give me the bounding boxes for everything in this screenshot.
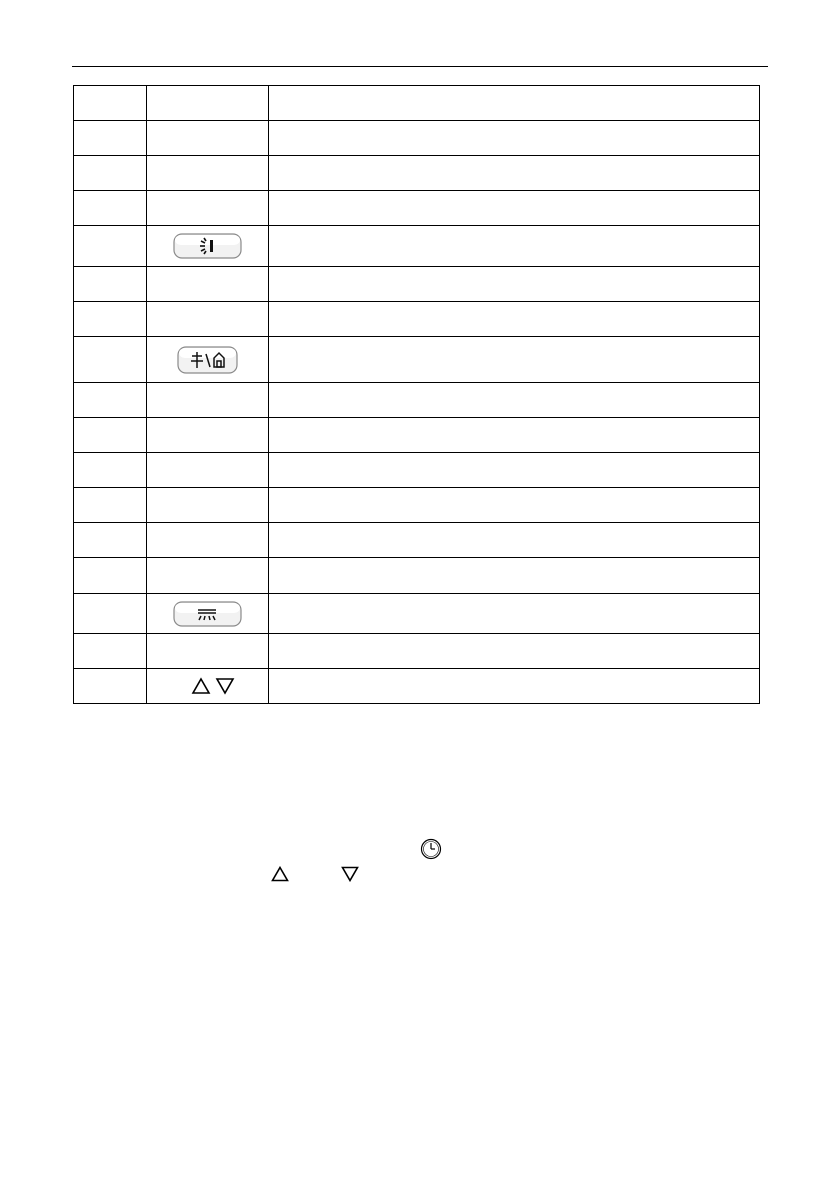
no-cell — [74, 453, 147, 488]
function-cell — [269, 226, 760, 267]
clock-icon — [420, 838, 442, 860]
no-cell — [74, 418, 147, 453]
function-cell — [269, 634, 760, 669]
table-row — [74, 226, 760, 267]
function-cell — [269, 558, 760, 594]
function-cell — [269, 453, 760, 488]
no-cell — [74, 594, 147, 634]
key-cell — [147, 453, 269, 488]
swing-button-icon — [173, 600, 243, 628]
no-cell — [74, 337, 147, 383]
key-cell — [147, 558, 269, 594]
table-row — [74, 453, 760, 488]
up-down-arrows — [147, 677, 268, 695]
key-cell — [147, 156, 269, 191]
key-cell — [147, 337, 269, 383]
no-cell — [74, 523, 147, 558]
function-cell — [269, 86, 760, 121]
table-row — [74, 156, 760, 191]
function-cell — [269, 191, 760, 226]
key-cell — [147, 488, 269, 523]
table-row — [74, 418, 760, 453]
table-row — [74, 337, 760, 383]
down-triangle-icon — [341, 866, 359, 882]
key-cell — [147, 634, 269, 669]
function-cell — [269, 337, 760, 383]
table-row — [74, 558, 760, 594]
function-cell — [269, 594, 760, 634]
no-cell — [74, 191, 147, 226]
table-row — [74, 383, 760, 418]
key-cell — [147, 86, 269, 121]
table-row — [74, 669, 760, 704]
function-cell — [269, 488, 760, 523]
key-cell — [147, 191, 269, 226]
no-cell — [74, 383, 147, 418]
key-cell — [147, 669, 269, 704]
no-cell — [74, 121, 147, 156]
key-cell — [147, 523, 269, 558]
table-row — [74, 267, 760, 302]
function-table — [73, 85, 760, 704]
no-cell — [74, 558, 147, 594]
no-cell — [74, 488, 147, 523]
table-row — [74, 121, 760, 156]
key-cell — [147, 121, 269, 156]
no-cell — [74, 302, 147, 337]
function-cell — [269, 383, 760, 418]
key-cell — [147, 302, 269, 337]
function-cell — [269, 669, 760, 704]
up-triangle-icon — [271, 866, 289, 882]
down-triangle-icon — [215, 677, 235, 695]
no-cell — [74, 669, 147, 704]
no-cell — [74, 267, 147, 302]
key-cell — [147, 267, 269, 302]
table-row — [74, 488, 760, 523]
key-cell — [147, 226, 269, 267]
table-row — [74, 302, 760, 337]
table-row — [74, 634, 760, 669]
function-cell — [269, 302, 760, 337]
table-row — [74, 191, 760, 226]
key-cell — [147, 594, 269, 634]
no-cell — [74, 156, 147, 191]
function-cell — [269, 523, 760, 558]
fresh-air-button-icon — [177, 345, 239, 375]
function-cell — [269, 121, 760, 156]
table-row — [74, 523, 760, 558]
function-cell — [269, 156, 760, 191]
no-cell — [74, 226, 147, 267]
function-cell — [269, 267, 760, 302]
no-cell — [74, 86, 147, 121]
header-rule — [72, 66, 768, 67]
light-button-icon — [173, 232, 243, 260]
key-cell — [147, 418, 269, 453]
function-cell — [269, 418, 760, 453]
no-cell — [74, 634, 147, 669]
up-triangle-icon — [191, 677, 211, 695]
table-row — [74, 86, 760, 121]
table-row — [74, 594, 760, 634]
key-cell — [147, 383, 269, 418]
